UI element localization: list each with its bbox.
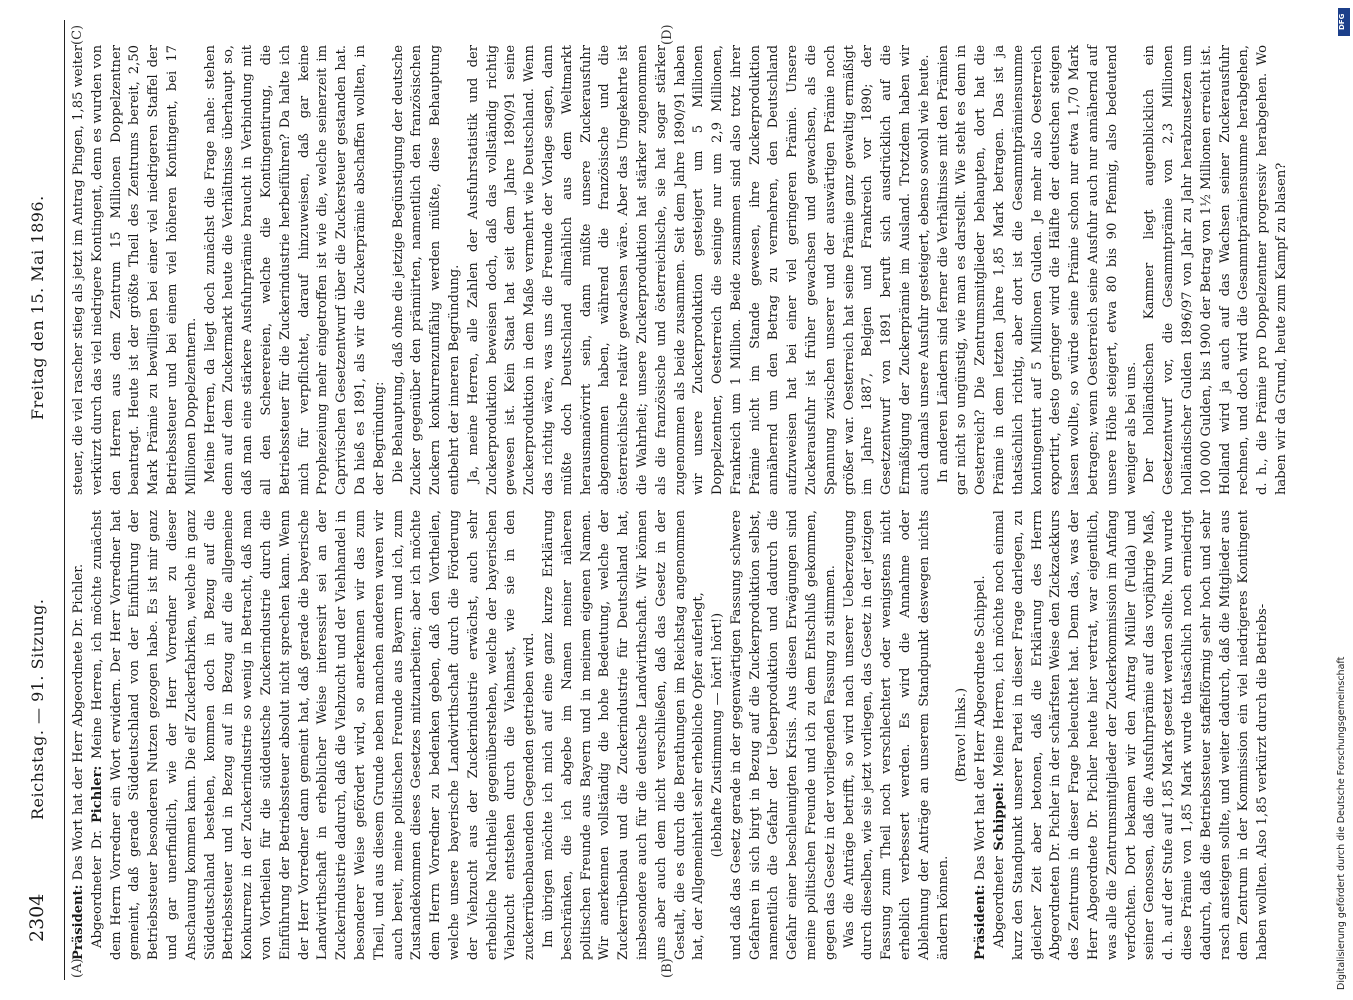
speaker-label: Schippel:	[992, 782, 1008, 851]
paragraph	[70, 510, 89, 960]
interjection: (Bravo! links.)	[954, 687, 970, 783]
margin-marker-b: (B)	[660, 958, 675, 978]
margin-marker-c: (C)	[70, 24, 85, 45]
page-number: 2304	[26, 893, 48, 942]
paragraph: Meine Herren, da liegt doch zunächst die Frage nahe: stehen denn auf dem Zuckermarkt heute die Verhältnisse überhaupt so, daß man eine stärkere Ausfuhrprämie braucht in Verbindung mit all den Scheerereien, welche die Kontingentirung, die Betriebssteuer für die Zuckerindustrie herbeiführen? Da halte ich mich für verpflichtet, darauf hinzuweisen, daß gar keine Prophezeiung mehr eingetroffen ist wie die, welche seinerzeit im Caprivischen Gesetzentwurf über die Zuckersteuer gestanden hat. Da hieß es 1891, als wir die Zuckerprämie abschaffen wollten, in der Begründung:	[202, 45, 387, 495]
speaker-label: Präsident:	[71, 884, 86, 960]
paragraph: steuer, die viel rascher stieg als jetzt im Antrag Pingen, 1,85 weiter verkürzt durch das viel niedrigere Kontingent, denn es wurden von den Herren aus dem Zentrum 15 Millionen Doppelzentner beantragt. Heute ist der größte Theil des Zentrums bereit, 2,50 Mark Prämie zu bewilligen bei einer viel niedrigeren Staffel der Betriebssteuer und bei einem viel höheren Kontingent, bei 17 Millionen Doppelzentnern.	[71, 45, 199, 495]
margin-marker-d: (D)	[660, 24, 675, 45]
paragraph	[89, 510, 540, 960]
speaker-label: Präsident:	[973, 884, 989, 960]
paragraph-text: Meine Herren, ich möchte noch einmal kurz den Standpunkt unserer Partei in dieser Frage darlegen, zu gleicher Zeit aber betonen, daß die Erklärung des Herrn Abgeordneten Dr. Pichler in der schärfsten Weise den Zickzackkurs des Zentrums in dieser Frage beleuchtet hat. Denn das, was der Herr Abgeordnete Dr. Pichler heute hier vertrat, war eigentlich, was alle die Zentrumsmitglieder der Zuckerkommission im Anfang verfochten. Dort bekamen wir den Antrag Müller (Fulda) und seiner Genossen, daß die Ausfuhrprämie auf das vorjährige Maß, d. h. auf der Stufe auf 1,85 Mark gesetzt werden sollte. Nun wurde diese Prämie von 1,85 Mark wurde thatsächlich noch erniedrigt dadurch, daß die Betriebssteuer staffelförmig sehr hoch und sehr rasch ansteigen sollte, und weiter dadurch, daß die Mitglieder aus dem Zentrum in der Kommission ein viel niedrigeres Kontingent haben wollten. Also 1,85 verkürzt durch die Betriebs-	[992, 510, 1271, 960]
left-column	[70, 509, 1271, 960]
margin-marker-a: (A)	[70, 958, 85, 978]
dfg-logo: DFG	[1338, 8, 1350, 36]
header-left-title: Reichstag. — 91. Sitzung.	[28, 598, 47, 820]
paragraph	[972, 510, 991, 960]
right-column	[70, 45, 1289, 495]
paragraph: und daß das Gesetz gerade in der gegenwärtigen Fassung schwere Gefahren in sich birgt in Bezug auf die Zuckerproduktion selbst, namentlich die Gefahr der Ueberproduktion und dadurch die Gefahr einer beschleunigten Krisis. Aus diesen Erwägungen sind meine politischen Freunde und ich zu dem Entschluß gekommen, gegen das Gesetz in der vorliegenden Fassung zu stimmen.	[728, 510, 838, 960]
speaker-label: Pichler:	[89, 765, 105, 824]
quotation: Die Behauptung, daß ohne die jetzige Begünstigung der deutsche Zucker gegenüber den prämiirten, namentlich den französischen Zuckern konkurrenzunfähig werden müßte, diese Behauptung entbehrt der inneren Begründung.	[390, 45, 462, 495]
header-right-title: Freitag den 15. Mai 1896.	[28, 195, 47, 420]
paragraph-text: Das Wort hat der Herr Abgeordnete Schippel.	[973, 575, 989, 885]
rotated-page	[20, 20, 1320, 980]
paragraph: Was die Anträge betrifft, so wird nach unserer Ueberzeugung durch dieselben, wie sie jetzt vorliegen, das Gesetz in der jetzigen Fassung zum Theil noch verschlechtert oder wenigstens nicht erheblich verbessert werden. Es wird die Annahme oder Ablehnung der Anträge an unserem Standpunkt deswegen nichts ändern können.	[841, 510, 951, 960]
digitization-note: Digitalisierung gefördert durch die Deutsche Forschungsgemeinschaft	[1336, 656, 1347, 990]
paragraph-text: Meine Herren, ich möchte zunächst dem Herrn Vorredner ein Wort erwidern. Der Herr Vorredner hat gemeint, daß gerade Süddeutschland von der Einführung der Betriebssteuer besonderen Nutzen gezogen habe. Es ist mir ganz und gar unerfindlich, wie der Herr Vorredner zu dieser Anschauung kommen kann. Die elf Zuckerfabriken, welche in ganz Süddeutschland bestehen, kommen doch in Bezug auf die Betriebssteuer und in Bezug auf in Bezug auf die allgemeine Konkurrenz in der Zuckerindustrie so wenig in Betracht, daß man von Vortheilen für die süddeutsche Zuckerindustrie durch die Einführung der Betriebssteuer absolut nicht sprechen kann. Wenn der Herr Vorredner dann gemeint hat, daß gerade die bayerische Landwirthschaft in erheblicher Weise interessirt sei an der Zuckerindustrie dadurch, daß die Viehzucht und der Viehhandel in besonderer Weise gefördert wird, so anerkennen wir das zum Theil, und aus diesem Grunde neben manchen anderen waren wir auch bereit, meine politischen Freunde aus Bayern und ich, zum Zustandekommen dieses Gesetzes mitzuarbeiten; aber ich möchte dem Herrn Vorredner zu bedenken geben, daß den Vortheilen, welche unsere bayerische Landwirthschaft durch die Förderung der Viehzucht aus der Zuckerindustrie erwächst, auch sehr erhebliche Nachtheile gegenüberstehen, welche der bayerischen Viehzucht entstehen durch die Viehmast, wie sie in den zuckerrübenbauenden Gegenden getrieben wird.	[89, 509, 538, 960]
paragraph: In anderen Ländern sind ferner die Verhältnisse mit den Prämien gar nicht so ungünstig, wie man es darstellt. Wie steht es denn in Oesterreich? Die Zentrumsmitglieder behaupten, dort hat die Prämie in dem letzten Jahre 1,85 Mark betragen. Das ist ja thatsächlich richtig, aber dort ist die Gesammtprämiensumme kontingentirt auf 5 Millionen Gulden. Je mehr also Oesterreich exportirt, desto geringer wird die Hälfte der deutschen steigen lassen wollte, so würde seine Prämie schon nur etwa 1,70 Mark betragen; wenn Oesterreich seine Ausfuhr auch nur annähernd auf unsere Höhe steigert, etwa 80 bis 90 Pfennig, also bedeutend weniger als bei uns.	[935, 45, 1139, 495]
paragraph-text: Das Wort hat der Herr Abgeordnete Dr. Pichler.	[71, 563, 86, 885]
paragraph	[991, 510, 1273, 960]
interjection: (lebhafte Zustimmung — hört! hört!)	[710, 612, 726, 858]
paragraph: Der holländischen Kammer liegt augenblicklich ein Gesetzentwurf vor, die Gesammtprämie von 2,3 Millionen holländischer Gulden 1896/97 von Jahr zu Jahr herabzusetzen um 100 000 Gulden, bis 1900 der Betrag von 1½ Millionen erreicht ist. Holland wird ja auch auf das Wachsen seiner Zuckerausfuhr rechnen, und doch wird die Gesammtprämiensumme herabgehen, d. h., die Prämie pro Doppelzentner progressiv herabgehen. Wo haben wir da Grund, heute zum Kampf zu blasen?	[1142, 45, 1289, 495]
speaker-prefix: Abgeordneter	[992, 850, 1008, 948]
speaker-prefix: Abgeordneter Dr.	[89, 823, 105, 948]
paragraph: Ja, meine Herren, alle Zahlen der Ausfuhrstatistik und der Zuckerproduktion beweisen doch, daß das vollständig richtig gewesen ist. Kein Staat hat seit dem Jahre 1890/91 seine Zuckerproduktion in dem Maße vermehrt wie Deutschland. Wenn das richtig wäre, was uns die Freunde der Vorlage sagen, dann müßte doch Deutschland allmählich aus dem Weltmarkt herausmanövrirt sein, dann müßte unsere Zuckerausfuhr abgenommen haben, während die französische und die österreichische relativ gewachsen wäre. Aber das Umgekehrte ist die Wahrheit; unsere Zuckerproduktion hat stärker zugenommen als die französische und österreichische, sie hat sogar stärker zugenommen als beide zusammen. Seit dem Jahre 1890/91 haben wir unsere Zuckerproduktion gesteigert um 5 Millionen Doppelzentner, Oesterreich die seinige nur um 2,9 Millionen, Frankreich um 1 Million. Beide zusammen sind also trotz ihrer Prämie nicht im Stande gewesen, ihre Zuckerproduktion annähernd um den Betrag zu vermehren, den Deutschland aufzuweisen hat bei einer viel geringeren Prämie. Unsere Zuckerausfuhr ist früher gewachsen und gewachsen, als die Spannung zwischen unserer und der auswärtigen Prämie noch größer war. Oesterreich hat seine Prämie ganz gewaltig ermäßigt im Jahre 1887, Belgien und Frankreich vor 1890; der Gesetzentwurf von 1891 beruft sich ausdrücklich auf die Ermäßigung der Zuckerprämie im Ausland. Trotzdem haben wir auch damals unsere Ausfuhr gesteigert, ebenso sowohl wie heute.	[465, 45, 932, 495]
paragraph: Im übrigen möchte ich mich auf eine ganz kurze Erklärung beschränken, die ich abgebe im Namen meiner näheren politischen Freunde aus Bayern und in meinem eigenen Namen. Wir anerkennen vollständig die hohe Bedeutung, welche der Zuckerrübenbau und die Zuckerindustrie für Deutschland hat, insbesondere auch für die deutsche Landwirthschaft. Wir können uns aber auch dem nicht verschließen, daß das Gesetz in der Gestalt, die es durch die Berathungen im Reichstag angenommen hat, der Allgemeinheit sehr erhebliche Opfer auferlegt,	[540, 510, 707, 960]
page-header	[20, 20, 65, 980]
